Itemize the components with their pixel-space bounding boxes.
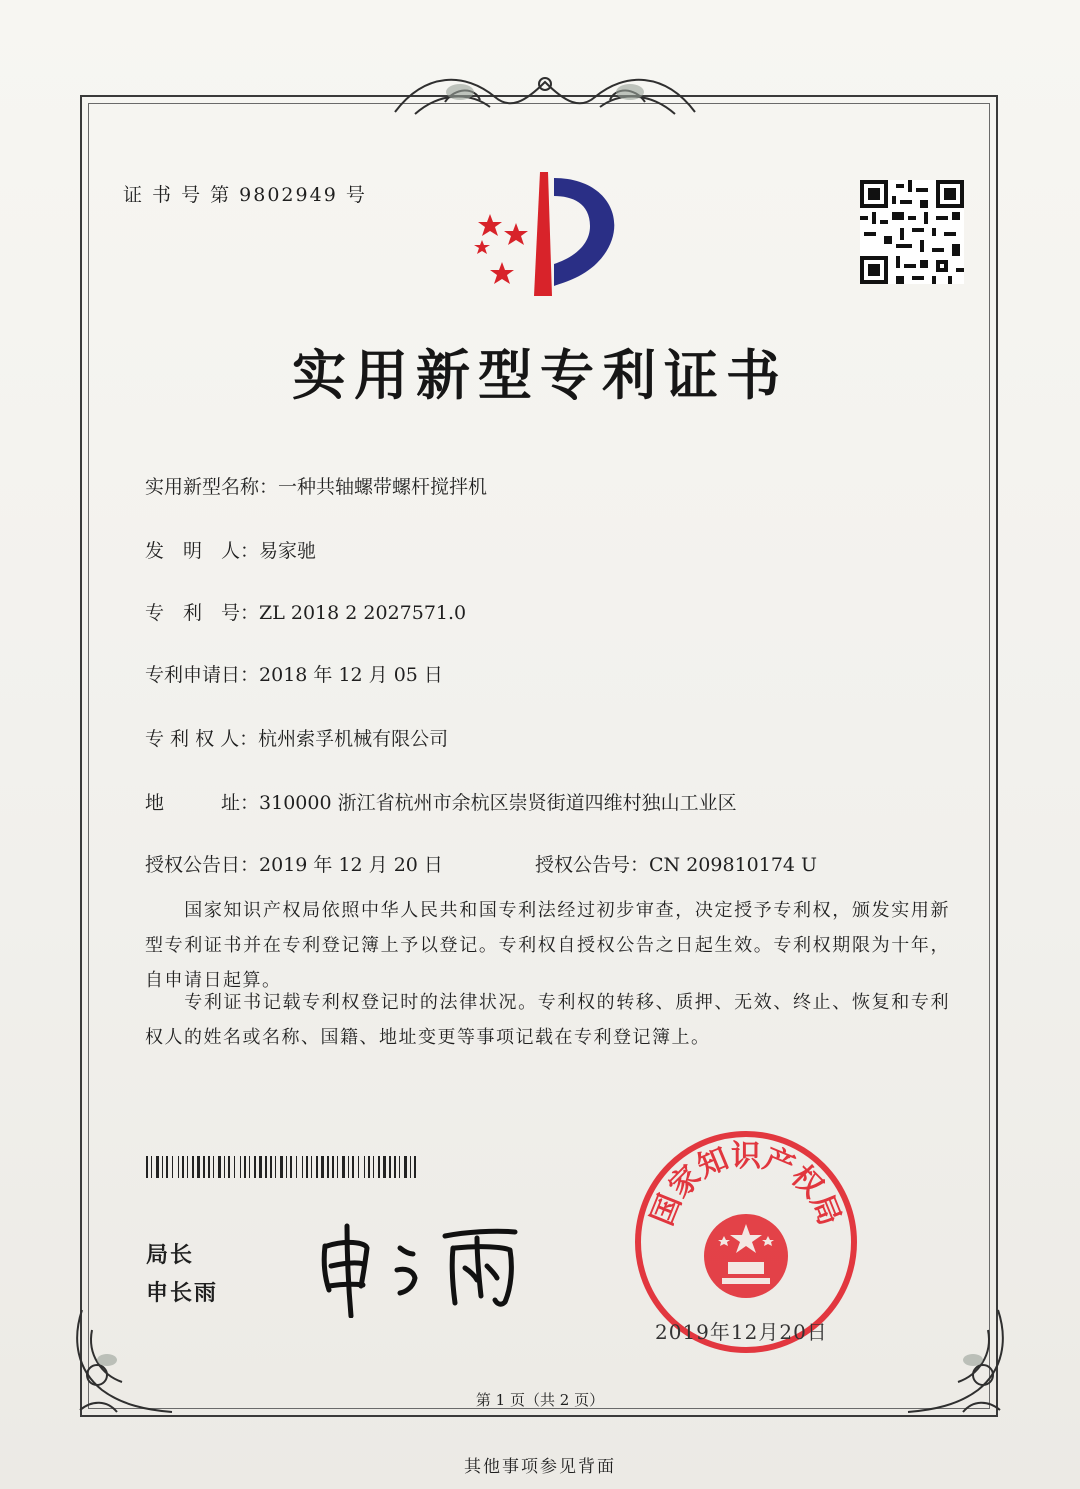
grant-date-field (145, 850, 443, 877)
field-label: 专 利 权 人： (145, 728, 259, 750)
field-label: 授权公告日： (145, 854, 260, 876)
director-title: 局长 (146, 1243, 195, 1268)
bottom-right-ornament (898, 1300, 1018, 1430)
field-label: 专利申请日： (145, 664, 260, 686)
director-signature (305, 1218, 540, 1318)
top-ornament (385, 62, 705, 126)
page-number: 第 1 页（共 2 页） (475, 1391, 605, 1409)
legal-status-paragraph: 专利证书记载专利权登记时的法律状况。专利权的转移、质押、无效、终止、恢复和专利权人的姓名或名称、国籍、地址变更等事项记载在专利登记簿上。 (145, 992, 950, 1048)
field-value: 2019 年 12 月 20 日 (259, 854, 443, 876)
grant-statement-paragraph: 国家知识产权局依照中华人民共和国专利法经过初步审查，决定授予专利权，颁发实用新型专利证书并在专利登记簿上予以登记。专利权自授权公告之日起生效。专利权期限为十年，自申请日起算。 (145, 900, 950, 991)
patent-number-field (145, 598, 466, 625)
field-value: ZL 2018 2 2027571.0 (259, 602, 467, 624)
seal-text: 国家知识产权局 (644, 1139, 848, 1231)
certificate-number: 证 书 号 第 9802949 号 (123, 184, 367, 206)
patent-office-logo (462, 168, 632, 300)
field-label: 发 明 人： (145, 540, 260, 562)
inventor-field (145, 536, 316, 563)
field-value: CN 209810174 U (649, 854, 818, 876)
field-value: 2018 年 12 月 05 日 (259, 664, 443, 686)
field-label: 实用新型名称： (145, 476, 279, 498)
seal-date: 2019年12月20日 (655, 1320, 828, 1344)
field-value: 杭州索孚机械有限公司 (258, 728, 449, 750)
director-name: 申长雨 (146, 1281, 219, 1306)
barcode (146, 1156, 418, 1178)
certificate-title: 实用新型专利证书 (292, 343, 788, 407)
grant-number-field (535, 850, 817, 877)
qr-code (860, 180, 964, 284)
address-field (145, 788, 737, 815)
patentee-field (145, 724, 448, 751)
utility-model-name-field (145, 472, 487, 499)
footer-note: 其他事项参见背面 (464, 1457, 616, 1477)
field-value: 易家驰 (259, 540, 317, 562)
application-date-field (145, 660, 443, 687)
field-value: 310000 浙江省杭州市余杭区崇贤街道四维村独山工业区 (259, 792, 737, 814)
field-label: 专 利 号： (145, 602, 260, 624)
field-label: 地 址： (145, 792, 260, 814)
field-label: 授权公告号： (535, 854, 650, 876)
bottom-left-ornament (62, 1300, 182, 1430)
field-value: 一种共轴螺带螺杆搅拌机 (278, 476, 488, 498)
